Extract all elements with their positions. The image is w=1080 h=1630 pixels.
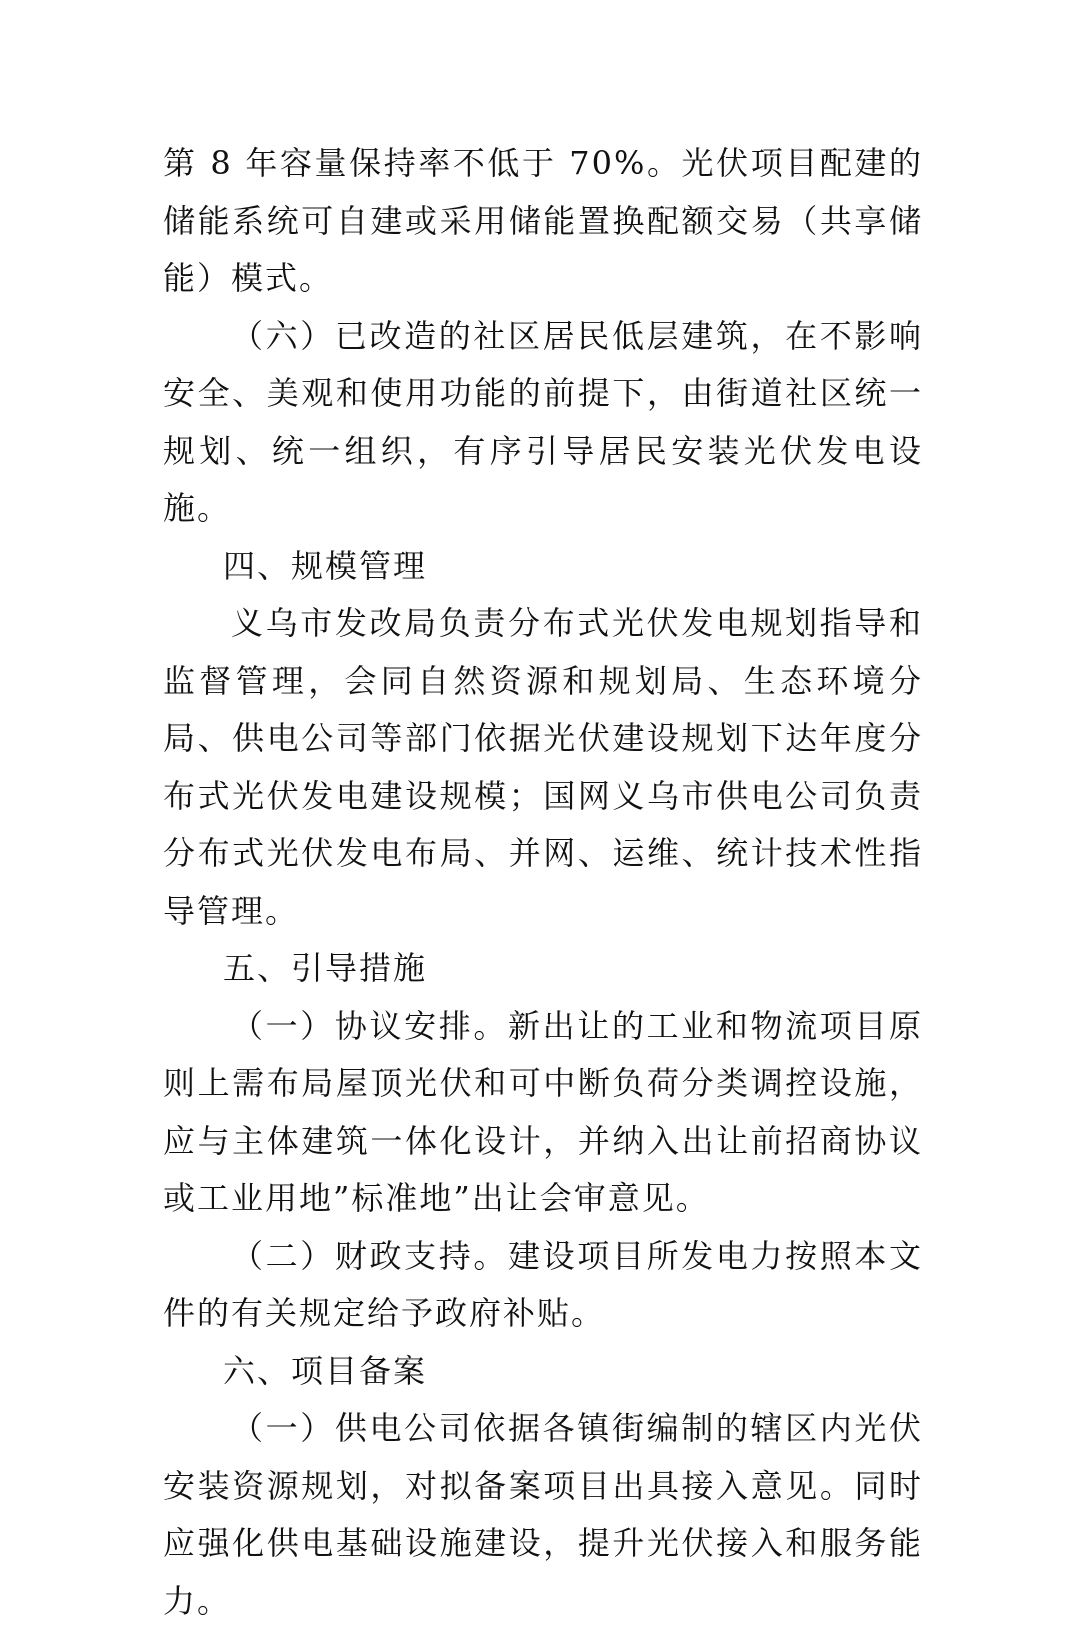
section-heading-guidance-measures: 五、引导措施 xyxy=(223,949,428,987)
paragraph-grid-access: （一）供电公司依据各镇街编制的辖区内光伏安装资源规划，对拟备案项目出具接入意见。同时应强化供电基础设施建设，提升光伏接入和服务能力。 xyxy=(163,1409,923,1620)
paragraph-agreement-arrangement: （一）协议安排。新出让的工业和物流项目原则上需布局屋顶光伏和可中断负荷分类调控设施，应与主体建筑一体化设计，并纳入出让前招商协议或工业用地”标准地”出让会审意见。 xyxy=(163,1006,923,1217)
section-heading-scale-management: 四、规模管理 xyxy=(223,546,428,585)
paragraph-item-six: （六）已改造的社区居民低层建筑，在不影响安全、美观和使用功能的前提下，由街道社区统一规划、统一组织，有序引导居民安装光伏发电设施。 xyxy=(163,316,923,527)
section-heading-project-filing: 六、项目备案 xyxy=(223,1351,428,1390)
paragraph-scale-management: 义乌市发改局负责分布式光伏发电规划指导和监督管理，会同自然资源和规划局、生态环境分局、供电公司等部门依据光伏建设规划下达年度分布式光伏发电建设规模；国网义乌市供电公司负责分布式光伏发电布局、并网、运维、统计技术性指导管理。 xyxy=(163,604,923,930)
paragraph-storage-retention: 第 8 年容量保持率不低于 70%。光伏项目配建的储能系统可自建或采用储能置换配额交易（共享储能）模式。 xyxy=(163,144,923,297)
document-body xyxy=(163,135,923,1630)
paragraph-financial-support: （二）财政支持。建设项目所发电力按照本文件的有关规定给予政府补贴。 xyxy=(163,1236,923,1332)
